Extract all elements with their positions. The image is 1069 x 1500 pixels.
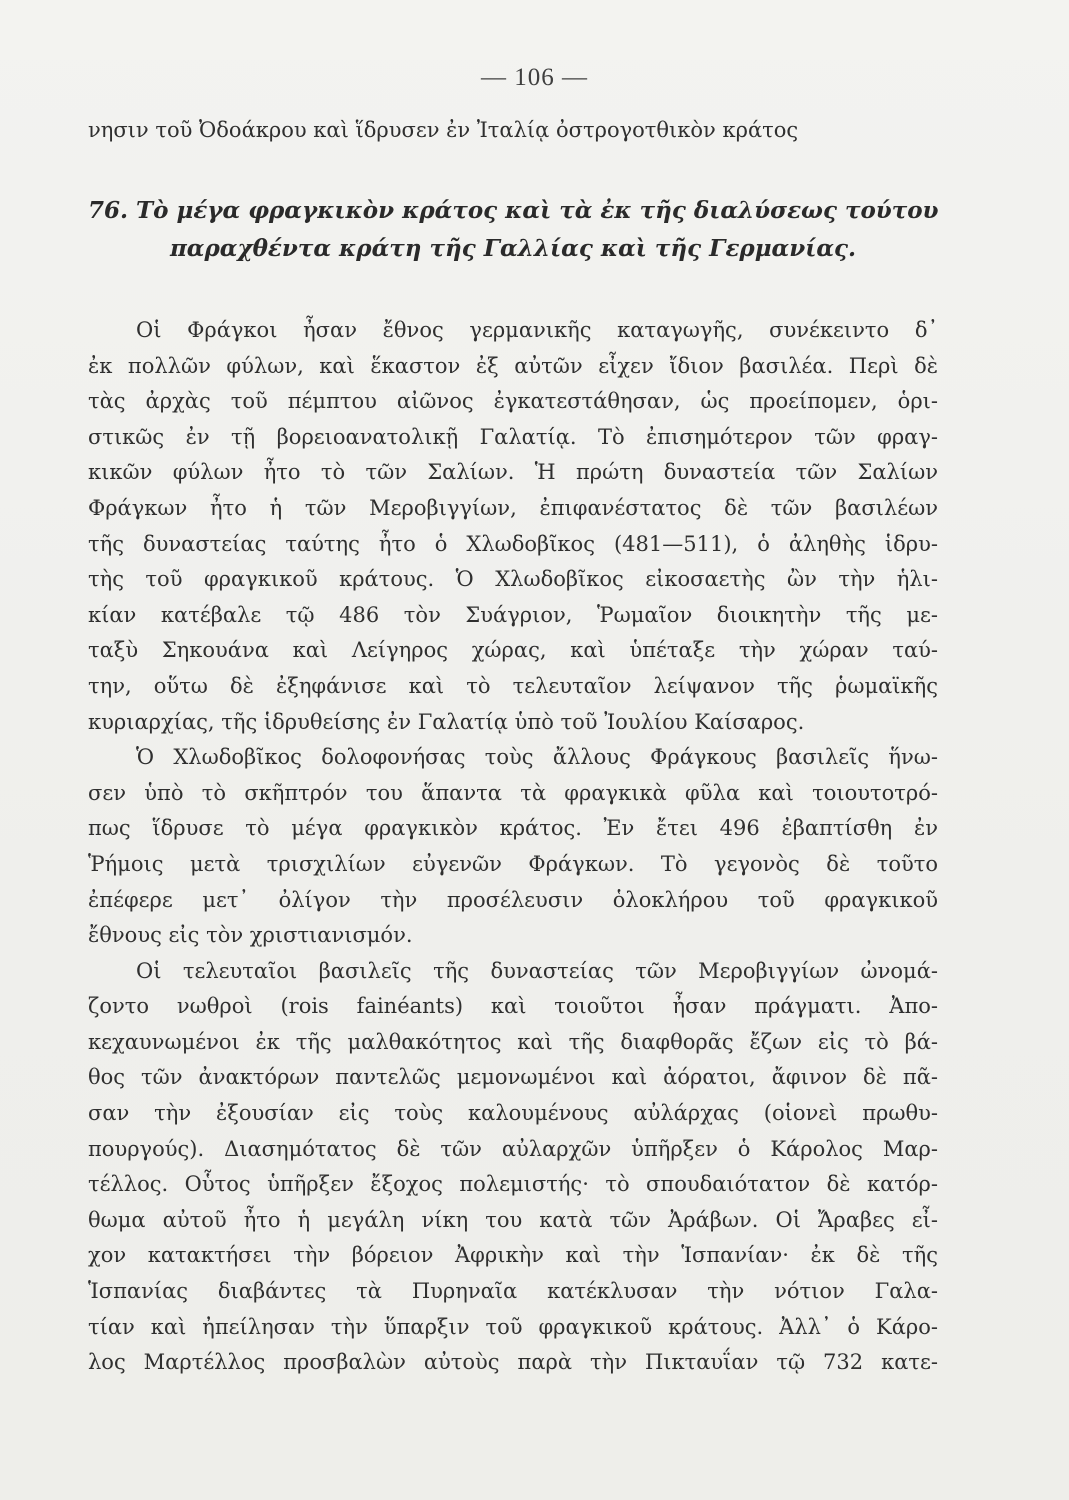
text-line: ἐκ πολλῶν φύλων, καὶ ἕκαστον ἐξ αὐτῶν εἶχεν ἴδιον βασιλέα. Περὶ δὲ — [88, 353, 938, 378]
top-line-block — [88, 113, 938, 149]
text-line: πουργούς). Διασημότατος δὲ τῶν αὐλαρχῶν ὑπῆρξεν ὁ Κάρολος Μαρ- — [88, 1136, 938, 1161]
text-line: τῆς δυναστείας ταύτης ἦτο ὁ Χλωδοβῖκος (481—511), ὁ ἀληθὴς ἱδρυ- — [88, 531, 938, 556]
text-line: νησιν τοῦ Ὀδοάκρου καὶ ἵδρυσεν ἐν Ἰταλίᾳ ὀστρογοτθικὸν κράτος — [88, 118, 799, 142]
text-line: την, οὕτω δὲ ἐξηφάνισε καὶ τὸ τελευταῖον λείψανον τῆς ῥωμαϊκῆς — [88, 673, 938, 698]
text-line: θωμα αὐτοῦ ἦτο ἡ μεγάλη νίκη του κατὰ τῶν Ἀράβων. Οἱ Ἄραβες εἶ- — [88, 1207, 938, 1232]
text-line: κεχαυνωμένοι ἐκ τῆς μαλθακότητος καὶ τῆς διαφθορᾶς ἔζων εἰς τὸ βά- — [88, 1029, 938, 1054]
text-line: στικῶς ἐν τῇ βορειοανατολικῇ Γαλατίᾳ. Τὸ ἐπισημότερον τῶν φραγ- — [88, 424, 938, 449]
text-line: λος Μαρτέλλος προσβαλὼν αὐτοὺς παρὰ τὴν Πικταυΐαν τῷ 732 κατε- — [88, 1350, 938, 1375]
text-line: πως ἵδρυσε τὸ μέγα φραγκικὸν κράτος. Ἐν ἔτει 496 ἐβαπτίσθη ἐν — [88, 816, 938, 841]
text-line: ἐπέφερε μετ᾽ ὀλίγον τὴν προσέλευσιν ὁλοκλήρου τοῦ φραγκικοῦ — [88, 887, 938, 912]
text-line: τὰς ἀρχὰς τοῦ πέμπτου αἰῶνος ἐγκατεστάθησαν, ὡς προείπομεν, ὁρι- — [88, 389, 938, 414]
text-line: σαν τὴν ἐξουσίαν εἰς τοὺς καλουμένους αὐλάρχας (οἱονεὶ πρωθυ- — [88, 1101, 938, 1126]
section-heading — [88, 192, 938, 268]
page-number: — 106 — — [481, 64, 588, 91]
text-line: κικῶν φύλων ἦτο τὸ τῶν Σαλίων. Ἡ πρώτη δυναστεία τῶν Σαλίων — [88, 460, 938, 485]
text-line: Οἱ τελευταῖοι βασιλεῖς τῆς δυναστείας τῶν Μεροβιγγίων ὠνομά- — [136, 958, 938, 983]
text-line: τέλλος. Οὗτος ὑπῆρξεν ἔξοχος πολεμιστής· τὸ σπουδαιότατον δὲ κατόρ- — [88, 1172, 938, 1197]
text-line: τίαν καὶ ἠπείλησαν τὴν ὕπαρξιν τοῦ φραγκικοῦ κράτους. Ἀλλ᾽ ὁ Κάρο- — [88, 1314, 938, 1339]
text-line: κίαν κατέβαλε τῷ 486 τὸν Συάγριον, Ῥωμαῖον διοικητὴν τῆς με- — [88, 602, 938, 627]
text-line: σεν ὑπὸ τὸ σκῆπτρόν του ἅπαντα τὰ φραγκικὰ φῦλα καὶ τοιουτοτρό- — [88, 780, 938, 805]
text-line: Οἱ Φράγκοι ἦσαν ἔθνος γερμανικῆς καταγωγῆς, συνέκειντο δ᾽ — [136, 318, 938, 342]
text-line: θος τῶν ἀνακτόρων παντελῶς μεμονωμένοι καὶ ἀόρατοι, ἄφινον δὲ πᾶ- — [88, 1065, 938, 1090]
text-line: τὴς τοῦ φραγκικοῦ κράτους. Ὁ Χλωδοβῖκος εἰκοσαετὴς ὢν τὴν ἡλι- — [88, 567, 938, 592]
text-line: Ὁ Χλωδοβῖκος δολοφονήσας τοὺς ἄλλους Φράγκους βασιλεῖς ἥνω- — [136, 745, 938, 770]
body-text — [88, 313, 938, 1381]
section-number: 76. — [88, 197, 129, 224]
text-line: ἔθνους εἰς τὸν χριστιανισμόν. — [88, 923, 413, 948]
text-line: Φράγκων ἦτο ἡ τῶν Μεροβιγγίων, ἐπιφανέστατος δὲ τῶν βασιλέων — [88, 495, 938, 520]
section-title-part-1: Τὸ μέγα φραγκικὸν κράτος καὶ τὰ ἐκ τῆς διαλύσεως τούτου — [136, 197, 939, 224]
text-line: ταξὺ Σηκουάνα καὶ Λείγηρος χώρας, καὶ ὑπέταξε τὴν χώραν ταύ- — [88, 638, 938, 663]
text-line: χον κατακτήσει τὴν βόρειον Ἀφρικὴν καὶ τὴν Ἱσπανίαν· ἐκ δὲ τῆς — [88, 1243, 938, 1268]
text-line: Ἱσπανίας διαβάντες τὰ Πυρηναῖα κατέκλυσαν τὴν νότιον Γαλα- — [88, 1279, 938, 1304]
section-title-line-2: παραχθέντα κράτη τῆς Γαλλίας καὶ τῆς Γερμανίας. — [169, 235, 857, 262]
text-line: Ῥήμοις μετὰ τρισχιλίων εὐγενῶν Φράγκων. Τὸ γεγονὸς δὲ τοῦτο — [88, 851, 938, 876]
text-line: κυριαρχίας, τῆς ἱδρυθείσης ἐν Γαλατίᾳ ὑπὸ τοῦ Ἰουλίου Καίσαρος. — [88, 709, 805, 734]
section-title-line-1 — [88, 192, 938, 230]
text-line: ζοντο νωθροὶ (rois fainéants) καὶ τοιοῦτοι ἦσαν πράγματι. Ἀπο- — [88, 994, 938, 1019]
